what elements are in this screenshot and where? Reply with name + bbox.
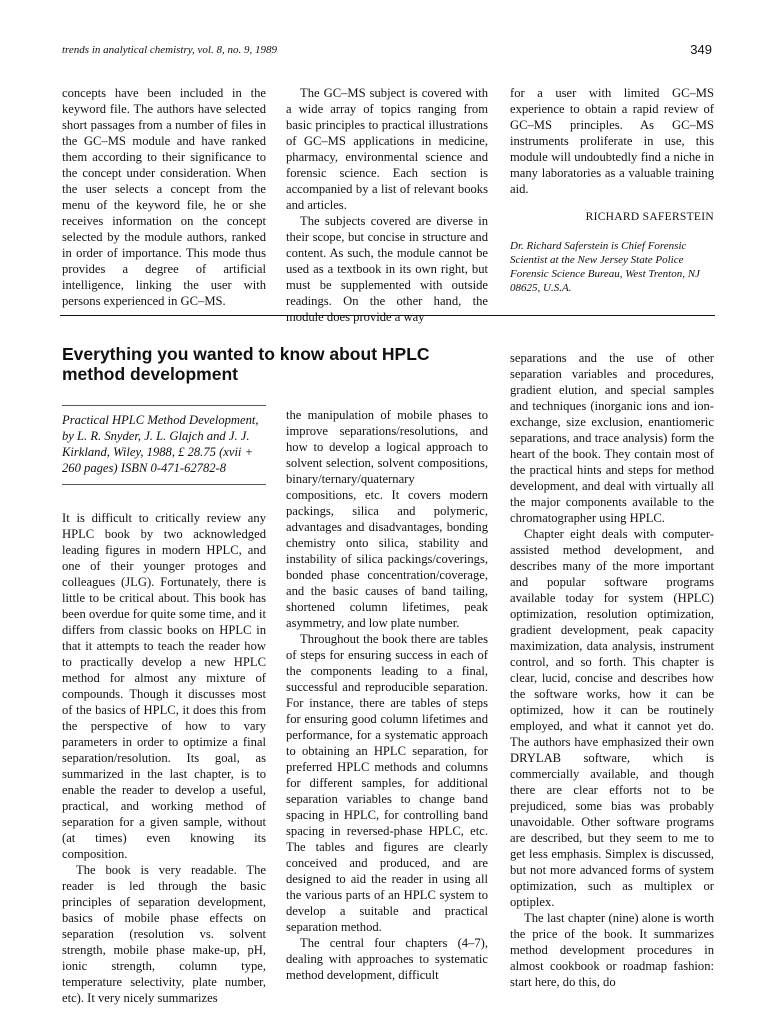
paragraph: The last chapter (nine) alone is worth the price of the book. It summarizes method development procedures in almost cookbook or roadmap fashion: start here, do this, do (510, 911, 714, 989)
page-number: 349 (690, 42, 712, 57)
review-column-2 (286, 407, 488, 983)
paragraph: Chapter eight deals with computer-assisted method development, and describes many of the more important and popular software programs available today for system (HPLC) optimization, resolution optimization, gradient development, peak capacity maximization, data analysis, instrument control, and so forth. This chapter is clear, lucid, concise and describes how the software works, how it can be optimized, how it can be routinely employed, and what it cannot yet do. The authors have emphasized their own DRYLAB software, which is commercially available, and though there are clear efforts not to be prejudiced, some bias was probably unavoidable. Other software programs are described, but they seem to me to get less emphasis. Simplex is discussed, but not more advanced forms of system optimization, such as multiplex or optiplex. (510, 527, 714, 909)
paragraph: separations and the use of other separation variables and procedures, gradient elution, and special samples and techniques (inorganic ions and ion-exchange, size exclusion, enantiomeric separations, and trace analysis) form the heart of the book. They contain most of the practical hints and steps for method development, and deal with virtually all the major components available to the chromatographer using HPLC. (510, 351, 714, 525)
paragraph: concepts have been included in the keyword file. The authors have selected short passages from a number of files in the GC–MS module and have ranked them according to their significance to the concept under consideration. When the user selects a concept from the menu of the keyword file, he or she receives information on the concept selected by the module authors, ranked in order of importance. This mode thus provides a degree of artificial intelligence, linking the user with persons experienced in GC–MS. (62, 86, 266, 308)
paragraph: The subjects covered are diverse in their scope, but concise in structure and content. As such, the module cannot be used as a textbook in its own right, but must be supplemented with outside readings. On the other hand, the module does provide a way (286, 214, 488, 324)
reference-rule-bottom (62, 484, 266, 485)
paragraph: The book is very readable. The reader is led through the basic principles of separation development, basics of mobile phase effects on separation (resolution vs. solvent strength, mobile phase make-up, pH, ionic strength, column type, temperature selectivity, plate number, etc). It very nicely summarizes (62, 863, 266, 1005)
paragraph: The central four chapters (4–7), dealing with approaches to systematic method development, difficult (286, 936, 488, 982)
review-column-1 (62, 510, 266, 1006)
top-article-column-1 (62, 85, 266, 309)
section-divider (60, 315, 715, 316)
author-bio: Dr. Richard Saferstein is Chief Forensic Scientist at the New Jersey State Police Forensic Science Bureau, West Trenton, NJ 08625, U.S.A. (510, 240, 700, 294)
paragraph: It is difficult to critically review any HPLC book by two acknowledged leading figures in modern HPLC, and one of their younger protoges and colleagues (JLG). Fortunately, there is little to be critical about. This book has been overdue for quite some time, and it differs from classic books on HPLC in that it attempts to teach the reader how to practically develop a new HPLC method for almost any mixture of compounds. Though it discusses most of the basics of HPLC, it does this from the perspective of how to vary parameters in order to optimize a final separation/resolution. Its goal, as summarized in the last chapter, is to enable the reader to develop a useful, practical, and working method of separation for a given sample, without (at times) even knowing its composition. (62, 511, 266, 861)
review-title: Everything you wanted to know about HPLC method development (62, 344, 430, 384)
book-reference (62, 405, 266, 485)
running-header: trends in analytical chemistry, vol. 8, no. 9, 1989 (62, 44, 277, 56)
review-column-3 (510, 350, 714, 990)
paragraph: Throughout the book there are tables of steps for ensuring success in each of the components leading to a final, successful and reproducible separation. For instance, there are tables of steps for ensuring good column lifetimes and performance, for a systematic approach to obtaining an HPLC separation, for preferred HPLC methods and columns for different samples, for additional separation variables to change band spacing in HPLC, for controlling band spacing in reversed-phase HPLC, etc. The tables and figures are clearly conceived and produced, and are designed to aid the reader in using all the various parts of an HPLC system to develop a suitable and practical separation method. (286, 632, 488, 934)
author-name: RICHARD SAFERSTEIN (585, 211, 714, 223)
top-article-column-2 (286, 85, 488, 325)
paragraph: The GC–MS subject is covered with a wide array of topics ranging from basic principles to practical illustrations of GC–MS applications in medicine, pharmacy, environmental science and forensic science. Each section is accompanied by a list of relevant books and articles. (286, 86, 488, 212)
top-article-column-3 (510, 85, 714, 295)
reference-text: Practical HPLC Method Development, by L. R. Snyder, J. L. Glajch and J. J. Kirkland, Wiley, 1988, £ 28.75 (xvii + 260 pages) ISBN 0-471-62782-8 (62, 413, 259, 475)
paragraph: the manipulation of mobile phases to improve separations/resolutions, and how to develop a logical approach to solvent selection, solvent compositions, binary/ternary/quaternary compositions, etc. It covers modern packings, silica and polymeric, advantages and disadvantages, bonding chemistry onto silica, stability and instability of silica packings/coverings, bonded phase concentration/coverage, and the basic causes of band tailing, shortened column lifetimes, peak asymmetry, and low plate number. (286, 408, 488, 630)
paragraph: for a user with limited GC–MS experience to obtain a rapid review of GC–MS principles. As GC–MS instruments proliferate in use, this module will undoubtedly find a niche in many laboratories as a valuable training aid. (510, 86, 714, 196)
